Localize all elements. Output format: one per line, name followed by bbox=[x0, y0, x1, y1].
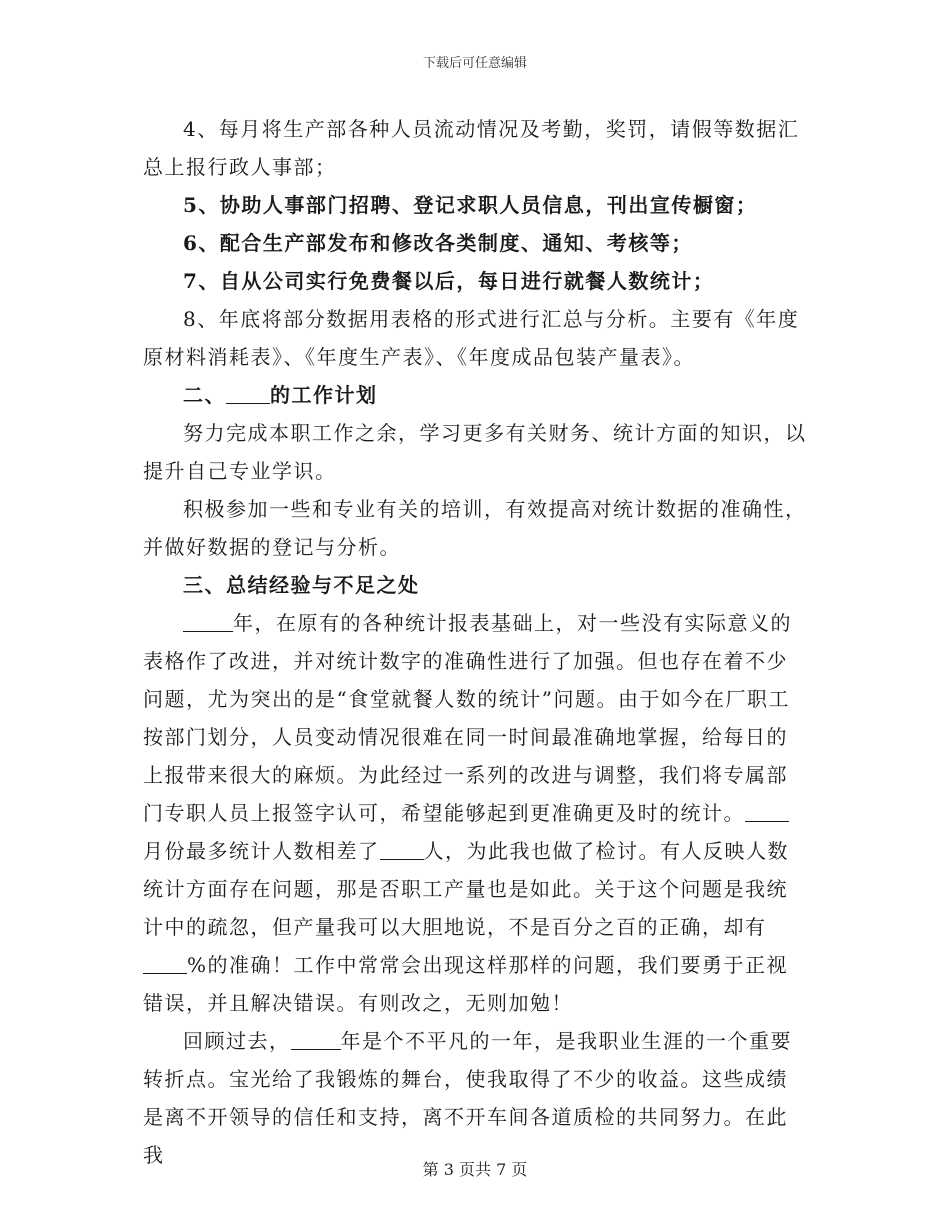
paragraph-review bbox=[143, 1022, 808, 1174]
paragraph-item-5: 5、协助人事部门招聘、登记求职人员信息，刊出宣传橱窗； bbox=[183, 193, 758, 217]
fill-in-blank bbox=[183, 611, 233, 632]
paragraph-plan-study: 努力完成本职工作之余，学习更多有关财务、统计方面的知识，以提升自己专业学识。 bbox=[143, 421, 807, 483]
heading-2-prefix: 二、 bbox=[183, 383, 226, 407]
fill-in-blank bbox=[291, 1029, 341, 1050]
heading-2-suffix: 的工作计划 bbox=[270, 383, 378, 407]
section-heading-3: 三、总结经验与不足之处 bbox=[183, 573, 420, 597]
summary-text-1: 年，在原有的各种统计报表基础上，对一些没有实际意义的表格作了改进，并对统计数字的准确性进行了加强。但也存在着不少问题，尤为突出的是“食堂就餐人数的统计”问题。由于如今在厂职工按部门划分，人员变动情况很难在同一时间最准确地掌握，给每日的上报带来很大的麻烦。为此经过一系列的改进与调整，我们将专属部门专职人员上报签字认可，希望能够起到更准确更及时的统计。 bbox=[143, 611, 792, 825]
document-body bbox=[143, 110, 808, 1174]
summary-text-4: %的准确！工作中常常会出现这样那样的问题，我们要勇于正视错误，并且解决错误。有则改之，无则加勉！ bbox=[143, 953, 789, 1015]
fill-in-blank bbox=[143, 953, 187, 974]
paragraph-plan-training: 积极参加一些和专业有关的培训，有效提高对统计数据的准确性，并做好数据的登记与分析。 bbox=[143, 497, 807, 559]
paragraph-summary bbox=[143, 604, 808, 1022]
fill-in-blank bbox=[380, 839, 424, 860]
paragraph-item-6: 6、配合生产部发布和修改各类制度、通知、考核等； bbox=[183, 231, 693, 255]
section-heading-2 bbox=[143, 376, 808, 414]
review-text-2: 年是个不平凡的一年，是我职业生涯的一个重要转折点。宝光给了我锻炼的舞台，使我取得了不少的收益。这些成绩是离不开领导的信任和支持，离不开车间各道质检的共同努力。在此我 bbox=[143, 1029, 792, 1167]
fill-in-blank bbox=[226, 383, 270, 404]
paragraph-item-4: 4、每月将生产部各种人员流动情况及考勤，奖罚，请假等数据汇总上报行政人事部； bbox=[143, 117, 800, 179]
paragraph-item-8: 8、年底将部分数据用表格的形式进行汇总与分析。主要有《年度原材料消耗表》、《年度生产表》、《年度成品包装产量表》。 bbox=[143, 307, 800, 369]
page-header: 下载后可任意编辑 bbox=[422, 56, 527, 71]
review-text-1: 回顾过去， bbox=[183, 1029, 291, 1053]
summary-text-3: 人，为此我也做了检讨。有人反映人数统计方面存在问题，那是否职工产量也是如此。关于这个问题是我统计中的疏忽，但产量我可以大胆地说，不是百分之百的正确，却有 bbox=[143, 839, 789, 939]
fill-in-blank bbox=[745, 801, 789, 822]
paragraph-item-7: 7、自从公司实行免费餐以后，每日进行就餐人数统计； bbox=[183, 269, 715, 293]
summary-text-2: 月份最多统计人数相差了 bbox=[143, 839, 380, 863]
page-footer: 第 3 页共 7 页 bbox=[422, 1160, 528, 1179]
